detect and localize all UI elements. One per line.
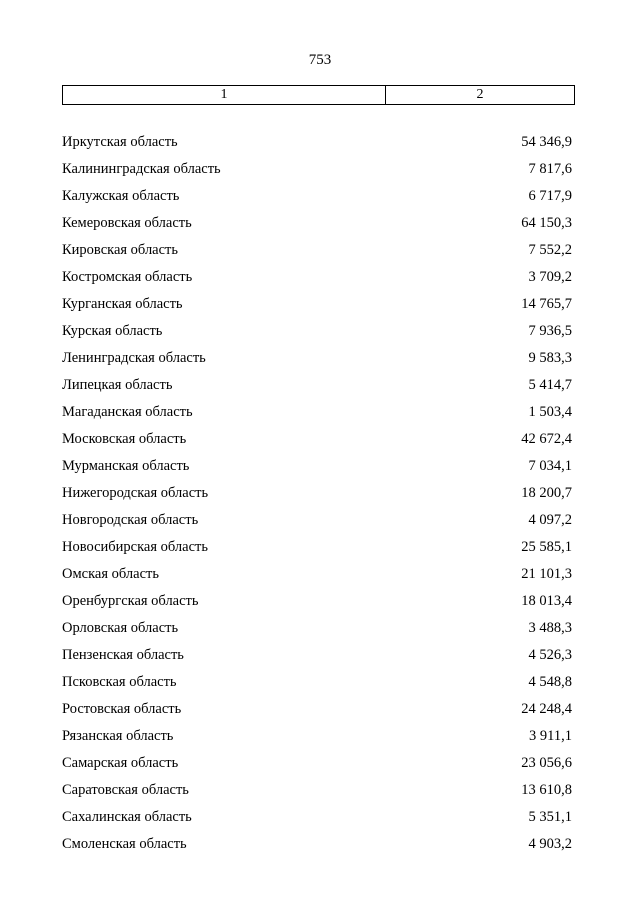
table-row [62, 398, 572, 425]
table-row [62, 641, 572, 668]
region-value: 13 610,8 [521, 781, 572, 798]
region-value: 25 585,1 [521, 538, 572, 555]
table-row [62, 317, 572, 344]
region-name: Калининградская область [62, 160, 221, 177]
table-row [62, 128, 572, 155]
region-name: Рязанская область [62, 727, 174, 744]
region-value: 6 717,9 [528, 187, 572, 204]
region-value: 3 709,2 [528, 268, 572, 285]
region-value: 5 414,7 [528, 376, 572, 393]
table-row [62, 803, 572, 830]
region-name: Пензенская область [62, 646, 184, 663]
region-name: Мурманская область [62, 457, 190, 474]
region-name: Московская область [62, 430, 187, 447]
column-2-header: 2 [476, 87, 484, 102]
region-name: Курганская область [62, 295, 183, 312]
table-row [62, 425, 572, 452]
data-table-body [62, 128, 572, 857]
region-value: 4 097,2 [528, 511, 572, 528]
table-row [62, 749, 572, 776]
region-value: 3 911,1 [529, 727, 572, 744]
region-name: Ленинградская область [62, 349, 206, 366]
region-value: 3 488,3 [528, 619, 572, 636]
region-name: Саратовская область [62, 781, 189, 798]
region-name: Костромская область [62, 268, 193, 285]
region-name: Псковская область [62, 673, 177, 690]
region-name: Орловская область [62, 619, 179, 636]
region-name: Курская область [62, 322, 163, 339]
table-row [62, 236, 572, 263]
region-name: Нижегородская область [62, 484, 209, 501]
region-value: 21 101,3 [521, 565, 572, 582]
table-row [62, 155, 572, 182]
region-value: 18 200,7 [521, 484, 572, 501]
region-value: 18 013,4 [521, 592, 572, 609]
region-value: 7 552,2 [528, 241, 572, 258]
table-row [62, 344, 572, 371]
table-row [62, 290, 572, 317]
table-row [62, 209, 572, 236]
region-value: 7 817,6 [528, 160, 572, 177]
region-name: Новосибирская область [62, 538, 208, 555]
table-row [62, 776, 572, 803]
region-value: 5 351,1 [528, 808, 572, 825]
region-value: 24 248,4 [521, 700, 572, 717]
region-name: Смоленская область [62, 835, 187, 852]
region-name: Иркутская область [62, 133, 178, 150]
region-value: 64 150,3 [521, 214, 572, 231]
table-row [62, 371, 572, 398]
table-row [62, 506, 572, 533]
region-name: Кировская область [62, 241, 179, 258]
table-row [62, 479, 572, 506]
region-name: Ростовская область [62, 700, 182, 717]
region-name: Калужская область [62, 187, 180, 204]
region-value: 7 936,5 [528, 322, 572, 339]
region-value: 4 526,3 [528, 646, 572, 663]
region-value: 9 583,3 [528, 349, 572, 366]
region-value: 54 346,9 [521, 133, 572, 150]
region-name: Кемеровская область [62, 214, 192, 231]
table-row [62, 668, 572, 695]
table-row [62, 533, 572, 560]
region-name: Самарская область [62, 754, 179, 771]
table-row [62, 695, 572, 722]
region-name: Новгородская область [62, 511, 199, 528]
region-name: Магаданская область [62, 403, 193, 420]
table-header [62, 85, 575, 105]
region-value: 4 903,2 [528, 835, 572, 852]
region-name: Липецкая область [62, 376, 173, 393]
region-name: Сахалинская область [62, 808, 192, 825]
region-value: 42 672,4 [521, 430, 572, 447]
table-row [62, 182, 572, 209]
region-value: 4 548,8 [528, 673, 572, 690]
column-1-header: 1 [63, 86, 386, 104]
region-value: 23 056,6 [521, 754, 572, 771]
table-row [62, 452, 572, 479]
table-row [62, 587, 572, 614]
region-value: 1 503,4 [528, 403, 572, 420]
region-name: Оренбургская область [62, 592, 199, 609]
table-row [62, 830, 572, 857]
page-number: 753 [308, 52, 332, 68]
region-value: 14 765,7 [521, 295, 572, 312]
table-row [62, 722, 572, 749]
table-row [62, 560, 572, 587]
table-row [62, 614, 572, 641]
table-row [62, 263, 572, 290]
region-value: 7 034,1 [528, 457, 572, 474]
region-name: Омская область [62, 565, 159, 582]
